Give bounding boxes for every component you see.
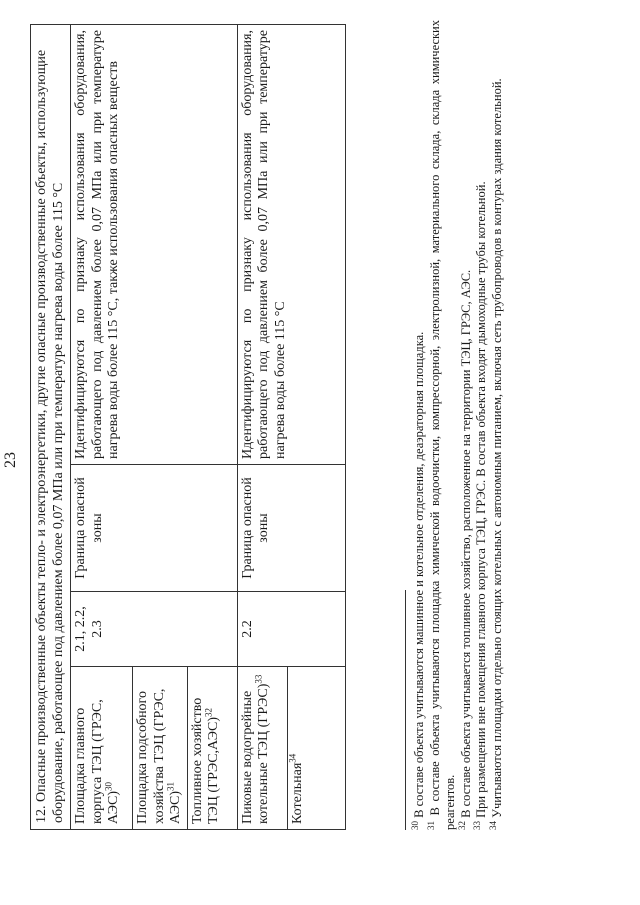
- footnote: $^{30}$ В составе объекта учитываются машинное и котельное отделения, деаэраторная площадка.: [409, 331, 426, 830]
- footnote-number: 33: [471, 821, 482, 830]
- criteria-cell: Идентифицируются по признаку использования оборудования, работающего под давлением более 0,07 МПа или при температуре нагрева воды более 115 °С: [237, 25, 345, 465]
- footnote-number: 31: [425, 821, 436, 830]
- footnote-number: 34: [487, 821, 498, 830]
- hazard-types-cell: 2.1, 2.2, 2.3: [71, 592, 238, 667]
- footnote-separator: [405, 590, 406, 830]
- table-section-row: [31, 25, 71, 830]
- footnote: $^{33}$ При размещении вне помещения главного корпуса ТЭЦ, ГРЭС. В состав объекта входят дымоходные трубы котельной.: [471, 181, 488, 830]
- zone-cell: Граница опасной зоны: [71, 465, 238, 592]
- criteria-cell: Идентифицируются по признаку использования оборудования, работающего под давлением более 0,07 МПа или при температуре нагрева воды более 115 °С, также использования опасных веществ: [71, 25, 238, 465]
- object-name-cell: Площадка главного корпуса ТЭЦ (ГРЭС, АЭС)$^{30}$: [71, 667, 133, 830]
- footnote-ref: 30: [103, 781, 114, 791]
- page-number: 23: [2, 452, 19, 468]
- footnote-ref: 33: [253, 674, 264, 684]
- object-name-cell: Котельная$^{34}$: [287, 667, 345, 830]
- footnote-ref: 31: [165, 781, 176, 791]
- footnote: $^{34}$ Учитываются площадки отдельно стоящих котельных с автономным питанием, включая сеть трубопроводов в контурах здания котельной.: [487, 78, 504, 830]
- hazard-types-cell: 2.2: [237, 592, 345, 667]
- zone-cell: Граница опасной зоны: [237, 465, 345, 592]
- section-heading: 12. Опасные производственные объекты тепло- и электроэнергетики, другие опасные производственные объекты, использующие оборудование, работающее под давлением более 0,07 МПа или при температуре нагрева воды более 115 °С: [31, 25, 71, 830]
- footnote-ref: 32: [203, 707, 214, 717]
- footnote-number: 30: [409, 821, 420, 830]
- object-name-cell: Площадка подсобного хозяйства ТЭЦ (ГРЭС, АЭС)$^{31}$: [133, 667, 188, 830]
- footnote-number: 32: [456, 821, 467, 830]
- footnote-ref: 34: [286, 753, 297, 763]
- table-row: [237, 25, 287, 830]
- footnote: $^{31}$ В составе объекта учитываются площадка химической водоочистки, компрессорной, электролизной, материального склада, склада химических реагентов.: [425, 19, 457, 830]
- footnote: $^{32}$ В составе объекта учитывается топливное хозяйство, расположенное на территории ТЭЦ, ГРЭС, АЭС.: [456, 269, 473, 830]
- object-name-cell: Топливное хозяйство ТЭЦ (ГРЭС,АЭС)$^{32}$: [187, 667, 237, 830]
- table-row: [71, 25, 133, 830]
- hazard-table: [30, 24, 346, 830]
- object-name-cell: Пиковые водогрейные котельные ТЭЦ (ГРЭС)$^{33}$: [237, 667, 287, 830]
- footnotes: [409, 19, 505, 830]
